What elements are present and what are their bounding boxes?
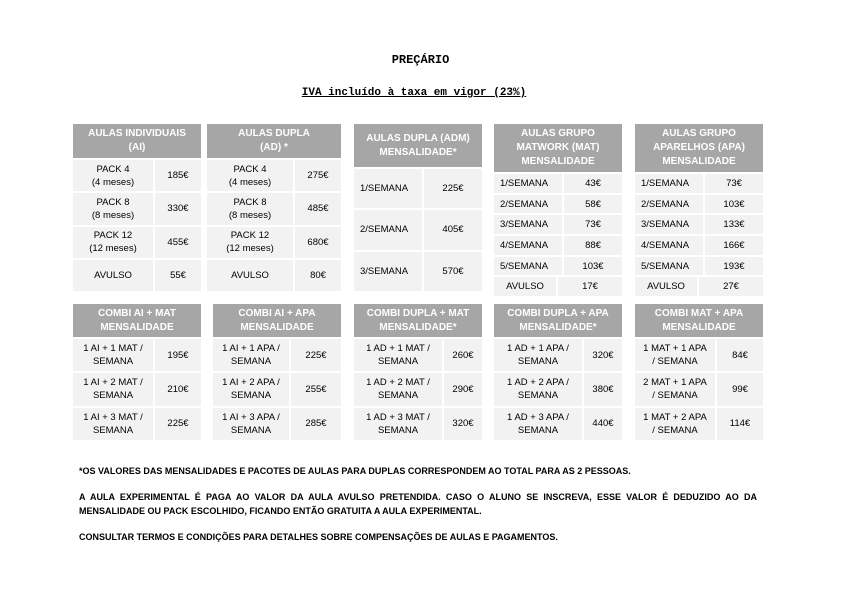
price-value: 73€ [564, 215, 622, 234]
price-value: 285€ [291, 408, 341, 440]
option-label: 1/SEMANA [354, 169, 422, 208]
table-header: AULAS DUPLA (ADM) MENSALIDADE* [354, 124, 482, 167]
price-value: 290€ [444, 373, 482, 405]
table-row [73, 193, 201, 224]
table-row [494, 339, 622, 371]
table-row [494, 174, 622, 193]
table-row [354, 210, 482, 249]
table-combi-ai-apa [213, 304, 341, 440]
option-label: PACK 4 (4 meses) [207, 160, 293, 191]
option-label: 2 MAT + 1 APA / SEMANA [635, 373, 715, 405]
price-value: 99€ [717, 373, 763, 405]
option-label: 1 AD + 1 MAT / SEMANA [354, 339, 442, 371]
option-label: 1 AD + 2 MAT / SEMANA [354, 373, 442, 405]
table-row [494, 215, 622, 234]
table-row [494, 236, 622, 255]
option-label: 1 AD + 2 APA / SEMANA [494, 373, 582, 405]
table-header: COMBI MAT + APA MENSALIDADE [635, 304, 763, 337]
table-row [494, 257, 622, 276]
price-value: 84€ [717, 339, 763, 371]
option-label: AVULSO [635, 277, 697, 296]
table-aulas-dupla [207, 124, 341, 291]
table-header: AULAS GRUPO MATWORK (MAT) MENSALIDADE [494, 124, 622, 172]
price-value: 114€ [717, 408, 763, 440]
option-label: 1 AD + 3 MAT / SEMANA [354, 408, 442, 440]
option-label: 2/SEMANA [354, 210, 422, 249]
option-label: 1 AD + 1 APA / SEMANA [494, 339, 582, 371]
table-row [73, 373, 201, 405]
option-label: 4/SEMANA [635, 236, 703, 255]
price-value: 320€ [444, 408, 482, 440]
price-value: 103€ [564, 257, 622, 276]
table-row [635, 195, 763, 214]
table-header: COMBI AI + APA MENSALIDADE [213, 304, 341, 337]
table-aulas-grupo-matwork [494, 124, 622, 296]
table-row [207, 193, 341, 224]
option-label: 5/SEMANA [494, 257, 562, 276]
option-label: PACK 12 (12 meses) [207, 227, 293, 258]
table-aulas-individuais [73, 124, 201, 291]
option-label: 2/SEMANA [494, 195, 562, 214]
table-header: AULAS DUPLA (AD) * [207, 124, 341, 158]
table-row [354, 373, 482, 405]
option-label: 1 AD + 3 APA / SEMANA [494, 408, 582, 440]
option-label: 1 AI + 1 APA / SEMANA [213, 339, 289, 371]
price-value: 680€ [295, 227, 341, 258]
price-value: 55€ [155, 260, 201, 291]
page-title: PREÇÁRIO [391, 53, 450, 67]
option-label: PACK 12 (12 meses) [73, 227, 153, 258]
table-row [635, 236, 763, 255]
price-value: 27€ [699, 277, 763, 296]
price-value: 485€ [295, 193, 341, 224]
price-value: 570€ [424, 252, 482, 291]
price-value: 103€ [705, 195, 763, 214]
option-label: 1 MAT + 1 APA / SEMANA [635, 339, 715, 371]
price-value: 210€ [155, 373, 201, 405]
price-value: 166€ [705, 236, 763, 255]
table-row [73, 227, 201, 258]
price-value: 255€ [291, 373, 341, 405]
price-value: 440€ [584, 408, 622, 440]
table-row [635, 277, 763, 296]
table-row [213, 339, 341, 371]
option-label: 3/SEMANA [494, 215, 562, 234]
option-label: 1 AI + 2 APA / SEMANA [213, 373, 289, 405]
table-row [73, 160, 201, 191]
price-value: 88€ [564, 236, 622, 255]
price-value: 58€ [564, 195, 622, 214]
option-label: 1 AI + 2 MAT / SEMANA [73, 373, 153, 405]
price-value: 73€ [705, 174, 763, 193]
vat-subtitle: IVA incluído à taxa em vigor (23%) [301, 87, 527, 99]
option-label: PACK 4 (4 meses) [73, 160, 153, 191]
price-value: 260€ [444, 339, 482, 371]
option-label: 3/SEMANA [354, 252, 422, 291]
price-value: 455€ [155, 227, 201, 258]
option-label: 1 AI + 1 MAT / SEMANA [73, 339, 153, 371]
option-label: 1/SEMANA [635, 174, 703, 193]
table-header: COMBI AI + MAT MENSALIDADE [73, 304, 201, 337]
table-aulas-grupo-aparelhos [635, 124, 763, 296]
option-label: PACK 8 (8 meses) [73, 193, 153, 224]
table-row [494, 373, 622, 405]
note-aula-experimental: A AULA EXPERIMENTAL É PAGA AO VALOR DA AULA AVULSO PRETENDIDA. CASO O ALUNO SE INSCREVA, ESSE VALOR É DEDUZIDO AO DA MENSALIDADE OU PACK ESCOLHIDO, FICANDO ENTÃO GRATUITA A AULA EXPERIMENTAL. [79, 492, 757, 516]
price-value: 225€ [424, 169, 482, 208]
table-combi-dupla-mat [354, 304, 482, 440]
table-row [494, 195, 622, 214]
price-value: 380€ [584, 373, 622, 405]
table-header: COMBI DUPLA + MAT MENSALIDADE* [354, 304, 482, 337]
price-value: 320€ [584, 339, 622, 371]
table-row [73, 408, 201, 440]
table-row [207, 260, 341, 291]
option-label: 3/SEMANA [635, 215, 703, 234]
option-label: 1 AI + 3 APA / SEMANA [213, 408, 289, 440]
option-label: AVULSO [73, 260, 153, 291]
price-value: 405€ [424, 210, 482, 249]
price-value: 193€ [705, 257, 763, 276]
table-row [354, 169, 482, 208]
option-label: 4/SEMANA [494, 236, 562, 255]
price-value: 225€ [155, 408, 201, 440]
table-row [635, 257, 763, 276]
option-label: 1/SEMANA [494, 174, 562, 193]
option-label: 5/SEMANA [635, 257, 703, 276]
table-row [73, 260, 201, 291]
option-label: PACK 8 (8 meses) [207, 193, 293, 224]
table-combi-dupla-apa [494, 304, 622, 440]
table-combi-ai-mat [73, 304, 201, 440]
table-header: AULAS GRUPO APARELHOS (APA) MENSALIDADE [635, 124, 763, 172]
price-value: 330€ [155, 193, 201, 224]
table-row [494, 408, 622, 440]
price-value: 275€ [295, 160, 341, 191]
table-header: COMBI DUPLA + APA MENSALIDADE* [494, 304, 622, 337]
price-value: 225€ [291, 339, 341, 371]
table-aulas-dupla-adm [354, 124, 482, 291]
table-row [635, 373, 763, 405]
table-row [213, 408, 341, 440]
table-combi-mat-apa [635, 304, 763, 440]
table-row [73, 339, 201, 371]
table-row [635, 408, 763, 440]
note-termos: CONSULTAR TERMOS E CONDIÇÕES PARA DETALHES SOBRE COMPENSAÇÕES DE AULAS E PAGAMENTOS. [79, 532, 558, 542]
table-row [354, 252, 482, 291]
option-label: AVULSO [494, 277, 556, 296]
price-value: 17€ [558, 277, 622, 296]
table-row [207, 160, 341, 191]
option-label: 2/SEMANA [635, 195, 703, 214]
table-header: AULAS INDIVIDUAIS (AI) [73, 124, 201, 158]
table-row [207, 227, 341, 258]
note-duplas: *OS VALORES DAS MENSALIDADES E PACOTES DE AULAS PARA DUPLAS CORRESPONDEM AO TOTAL PARA AS 2 PESSOAS. [79, 466, 631, 476]
option-label: 1 AI + 3 MAT / SEMANA [73, 408, 153, 440]
table-row [354, 408, 482, 440]
table-row [354, 339, 482, 371]
price-value: 133€ [705, 215, 763, 234]
table-row [635, 339, 763, 371]
price-value: 185€ [155, 160, 201, 191]
option-label: 1 MAT + 2 APA / SEMANA [635, 408, 715, 440]
table-row [213, 373, 341, 405]
table-row [635, 174, 763, 193]
option-label: AVULSO [207, 260, 293, 291]
price-value: 43€ [564, 174, 622, 193]
price-value: 195€ [155, 339, 201, 371]
table-row [494, 277, 622, 296]
table-row [635, 215, 763, 234]
price-value: 80€ [295, 260, 341, 291]
